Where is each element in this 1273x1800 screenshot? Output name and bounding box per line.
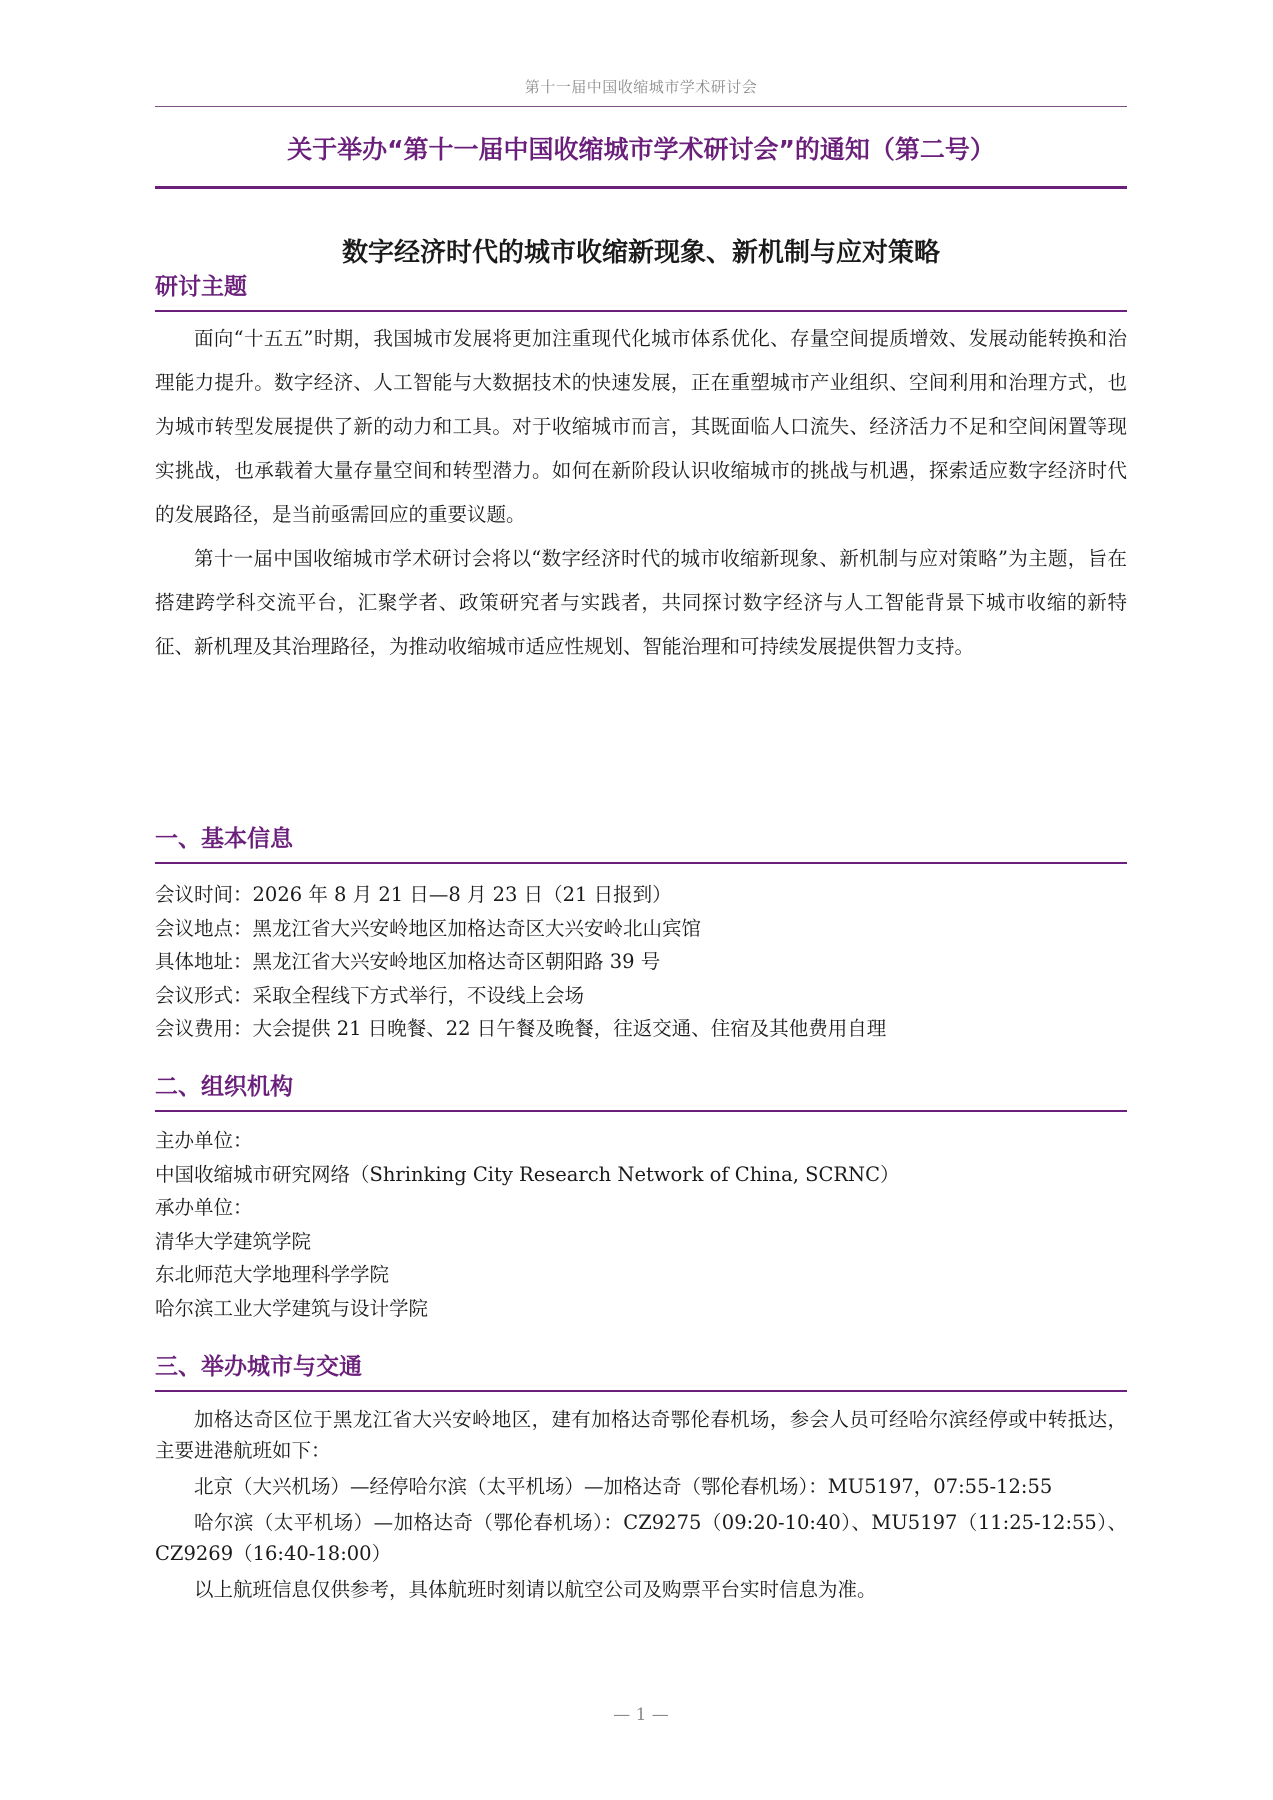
section-heading-transport: 三、举办城市与交通 xyxy=(155,1354,362,1380)
info-line-fee: 会议费用：大会提供 21 日晚餐、22 日午餐及晚餐，往返交通、住宿及其他费用自理 xyxy=(155,1017,887,1040)
section-topic xyxy=(155,270,1127,669)
organizer-label: 主办单位： xyxy=(155,1129,253,1152)
co-organizer-item: 东北师范大学地理科学学院 xyxy=(155,1263,390,1286)
basic-info-list xyxy=(155,878,1127,1046)
co-organizer-label: 承办单位： xyxy=(155,1196,253,1219)
flight-disclaimer: 以上航班信息仅供参考，具体航班时刻请以航空公司及购票平台实时信息为准。 xyxy=(194,1578,877,1601)
transport-paragraph: 加格达奇区位于黑龙江省大兴安岭地区，建有加格达奇鄂伦春机场，参会人员可经哈尔滨经停或中转抵达，主要进港航班如下： xyxy=(155,1408,1127,1462)
info-line-address: 具体地址：黑龙江省大兴安岭地区加格达奇区朝阳路 39 号 xyxy=(155,950,661,973)
topic-paragraph-1: 面向“十五五”时期，我国城市发展将更加注重现代化城市体系优化、存量空间提质增效、发展动能转换和治理能力提升。数字经济、人工智能与大数据技术的快速发展，正在重塑城市产业组织、空间利用和治理方式，也为城市转型发展提供了新的动力和工具。对于收缩城市而言，其既面临人口流失、经济活力不足和空间闲置等现实挑战，也承载着大量存量空间和转型潜力。如何在新阶段认识收缩城市的挑战与机遇，探索适应数字经济时代的发展路径，是当前亟需回应的重要议题。 xyxy=(155,327,1127,526)
topic-body xyxy=(155,317,1127,669)
topic-paragraph-2: 第十一届中国收缩城市学术研讨会将以“数字经济时代的城市收缩新现象、新机制与应对策略”为主题，旨在搭建跨学科交流平台，汇聚学者、政策研究者与实践者，共同探讨数字经济与人工智能背景下城市收缩的新特征、新机理及其治理路径，为推动收缩城市适应性规划、智能治理和可持续发展提供智力支持。 xyxy=(155,547,1127,658)
theme-title: 数字经济时代的城市收缩新现象、新机制与应对策略 xyxy=(341,238,940,268)
section-heading-organization: 二、组织机构 xyxy=(155,1074,293,1100)
section-basic-info xyxy=(155,822,1127,1046)
section-heading-basic-info: 一、基本信息 xyxy=(155,826,293,852)
section-organization xyxy=(155,1070,1127,1325)
co-organizer-item: 哈尔滨工业大学建筑与设计学院 xyxy=(155,1296,429,1320)
flight-route-beijing: 北京（大兴机场）—经停哈尔滨（太平机场）—加格达奇（鄂伦春机场）：MU5197，07:55-12:55 xyxy=(194,1475,1053,1498)
section-rule xyxy=(155,1390,1127,1392)
notice-title: 关于举办“第十一届中国收缩城市学术研讨会”的通知（第二号） xyxy=(287,135,995,164)
section-rule xyxy=(155,1110,1127,1112)
header-rule xyxy=(155,106,1127,107)
running-header: 第十一届中国收缩城市学术研讨会 xyxy=(524,78,758,96)
flight-route-harbin: 哈尔滨（太平机场）—加格达奇（鄂伦春机场）：CZ9275（09:20-10:40）、MU5197（11:25-12:55）、CZ9269（16:40-18:00） xyxy=(155,1511,1127,1565)
title-rule xyxy=(155,186,1127,189)
section-rule xyxy=(155,310,1127,312)
transport-body xyxy=(155,1404,1127,1605)
info-line-format: 会议形式：采取全程线下方式举行，不设线上会场 xyxy=(155,983,585,1007)
organization-list xyxy=(155,1124,1127,1325)
section-rule xyxy=(155,862,1127,864)
info-line-time: 会议时间：2026 年 8 月 21 日—8 月 23 日（21 日报到） xyxy=(155,883,672,906)
organizer-name: 中国收缩城市研究网络（Shrinking City Research Network of China, SCRNC） xyxy=(155,1162,900,1186)
info-line-venue: 会议地点：黑龙江省大兴安岭地区加格达奇区大兴安岭北山宾馆 xyxy=(155,916,702,940)
section-transport xyxy=(155,1350,1127,1605)
co-organizer-item: 清华大学建筑学院 xyxy=(155,1229,312,1253)
section-heading-topic: 研讨主题 xyxy=(155,274,247,300)
page-number: — 1 — xyxy=(613,1705,669,1725)
